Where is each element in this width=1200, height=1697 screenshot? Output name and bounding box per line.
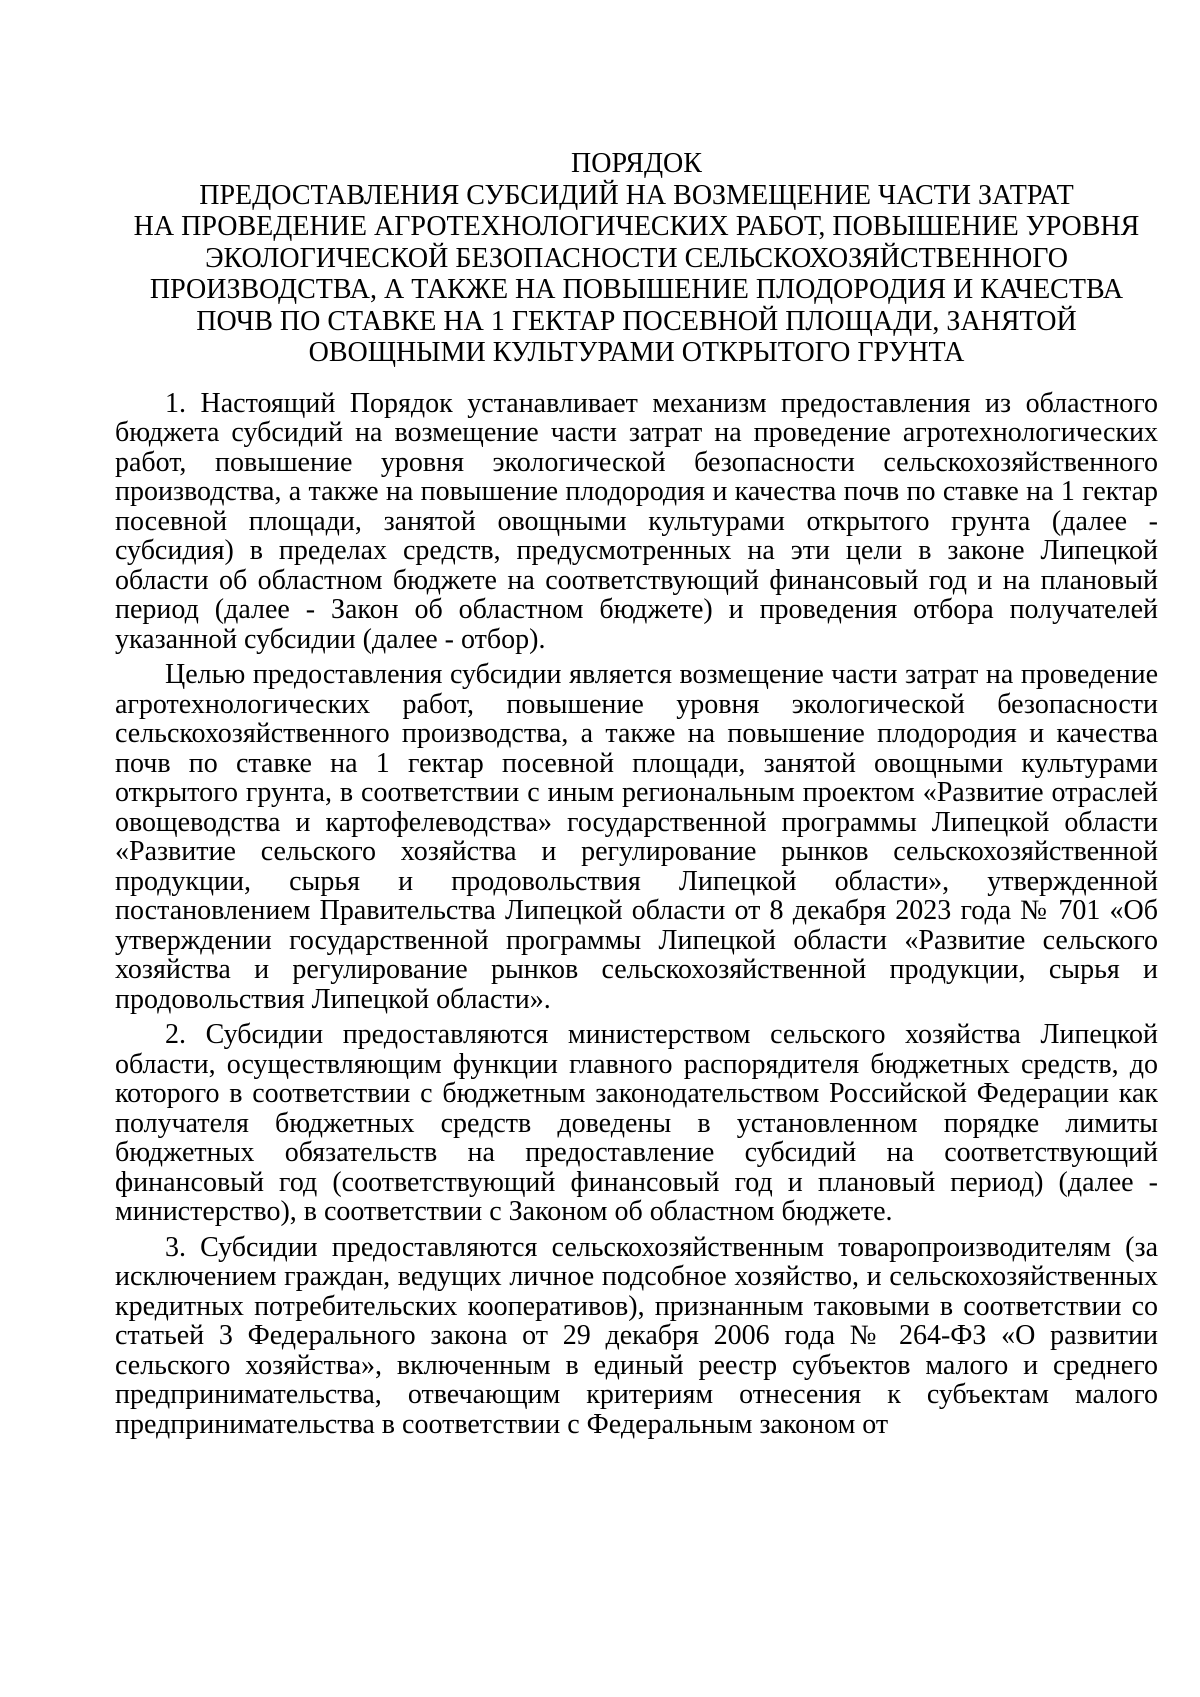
paragraph-3: 3. Субсидии предоставляются сельскохозяйственным товаропроизводителям (за исключением граждан, ведущих личное подсобное хозяйство, и сельскохозяйственных кредитных потребительских кооперативов), признанным таковыми в соответствии со статьей 3 Федерального закона от 29 декабря 2006 года № 264-ФЗ «О развитии сельского хозяйства», включенным в единый реестр субъектов малого и среднего предпринимательства, отвечающим критериям отнесения к субъектам малого предпринимательства в соответствии с Федеральным законом от <box>115 1231 1158 1440</box>
title-line: ПОЧВ ПО СТАВКЕ НА 1 ГЕКТАР ПОСЕВНОЙ ПЛОЩАДИ, ЗАНЯТОЙ <box>196 305 1077 337</box>
paragraph-purpose: Целью предоставления субсидии является возмещение части затрат на проведение агротехнологических работ, повышение уровня экологической безопасности сельскохозяйственного производства, а также на повышение плодородия и качества почв по ставке на 1 гектар посевной площади, занятой овощными культурами открытого грунта, в соответствии с иным региональным проектом «Развитие отраслей овощеводства и картофелеводства» государственной программы Липецкой области «Развитие сельского хозяйства и регулирование рынков сельскохозяйственной продукции, сырья и продовольствия Липецкой области», утвержденной постановлением Правительства Липецкой области от 8 декабря 2023 года № 701 «Об утверждении государственной программы Липецкой области «Развитие сельского хозяйства и регулирование рынков сельскохозяйственной продукции, сырья и продовольствия Липецкой области». <box>115 659 1158 1015</box>
title-line: ПРЕДОСТАВЛЕНИЯ СУБСИДИЙ НА ВОЗМЕЩЕНИЕ ЧАСТИ ЗАТРАТ <box>199 179 1074 211</box>
title-line: ПОРЯДОК <box>571 148 702 179</box>
title-line: ЭКОЛОГИЧЕСКОЙ БЕЗОПАСНОСТИ СЕЛЬСКОХОЗЯЙСТВЕННОГО <box>205 242 1068 274</box>
title-line: НА ПРОВЕДЕНИЕ АГРОТЕХНОЛОГИЧЕСКИХ РАБОТ, ПОВЫШЕНИЕ УРОВНЯ <box>133 211 1140 242</box>
paragraph-2: 2. Субсидии предоставляются министерством сельского хозяйства Липецкой области, осуществляющим функции главного распорядителя бюджетных средств, до которого в соответствии с бюджетным законодательством Российской Федерации как получателя бюджетных средств доведены в установленном порядке лимиты бюджетных обязательств на предоставление субсидий на соответствующий финансовый год (соответствующий финансовый год и плановый период) (далее - министерство), в соответствии с Законом об областном бюджете. <box>115 1019 1158 1227</box>
paragraph-1: 1. Настоящий Порядок устанавливает механизм предоставления из областного бюджета субсидий на возмещение части затрат на проведение агротехнологических работ, повышение уровня экологической безопасности сельскохозяйственного производства, а также на повышение плодородия и качества почв по ставке на 1 гектар посевной площади, занятой овощными культурами открытого грунта (далее - субсидия) в пределах средств, предусмотренных на эти цели в законе Липецкой области об областном бюджете на соответствующий финансовый год и на плановый период (далее - Закон об областном бюджете) и проведения отбора получателей указанной субсидии (далее - отбор). <box>115 387 1158 655</box>
document-page <box>115 148 1158 1445</box>
document-title <box>115 148 1158 369</box>
title-line: ПРОИЗВОДСТВА, А ТАКЖЕ НА ПОВЫШЕНИЕ ПЛОДОРОДИЯ И КАЧЕСТВА <box>149 274 1124 305</box>
title-line: ОВОЩНЫМИ КУЛЬТУРАМИ ОТКРЫТОГО ГРУНТА <box>308 337 965 368</box>
